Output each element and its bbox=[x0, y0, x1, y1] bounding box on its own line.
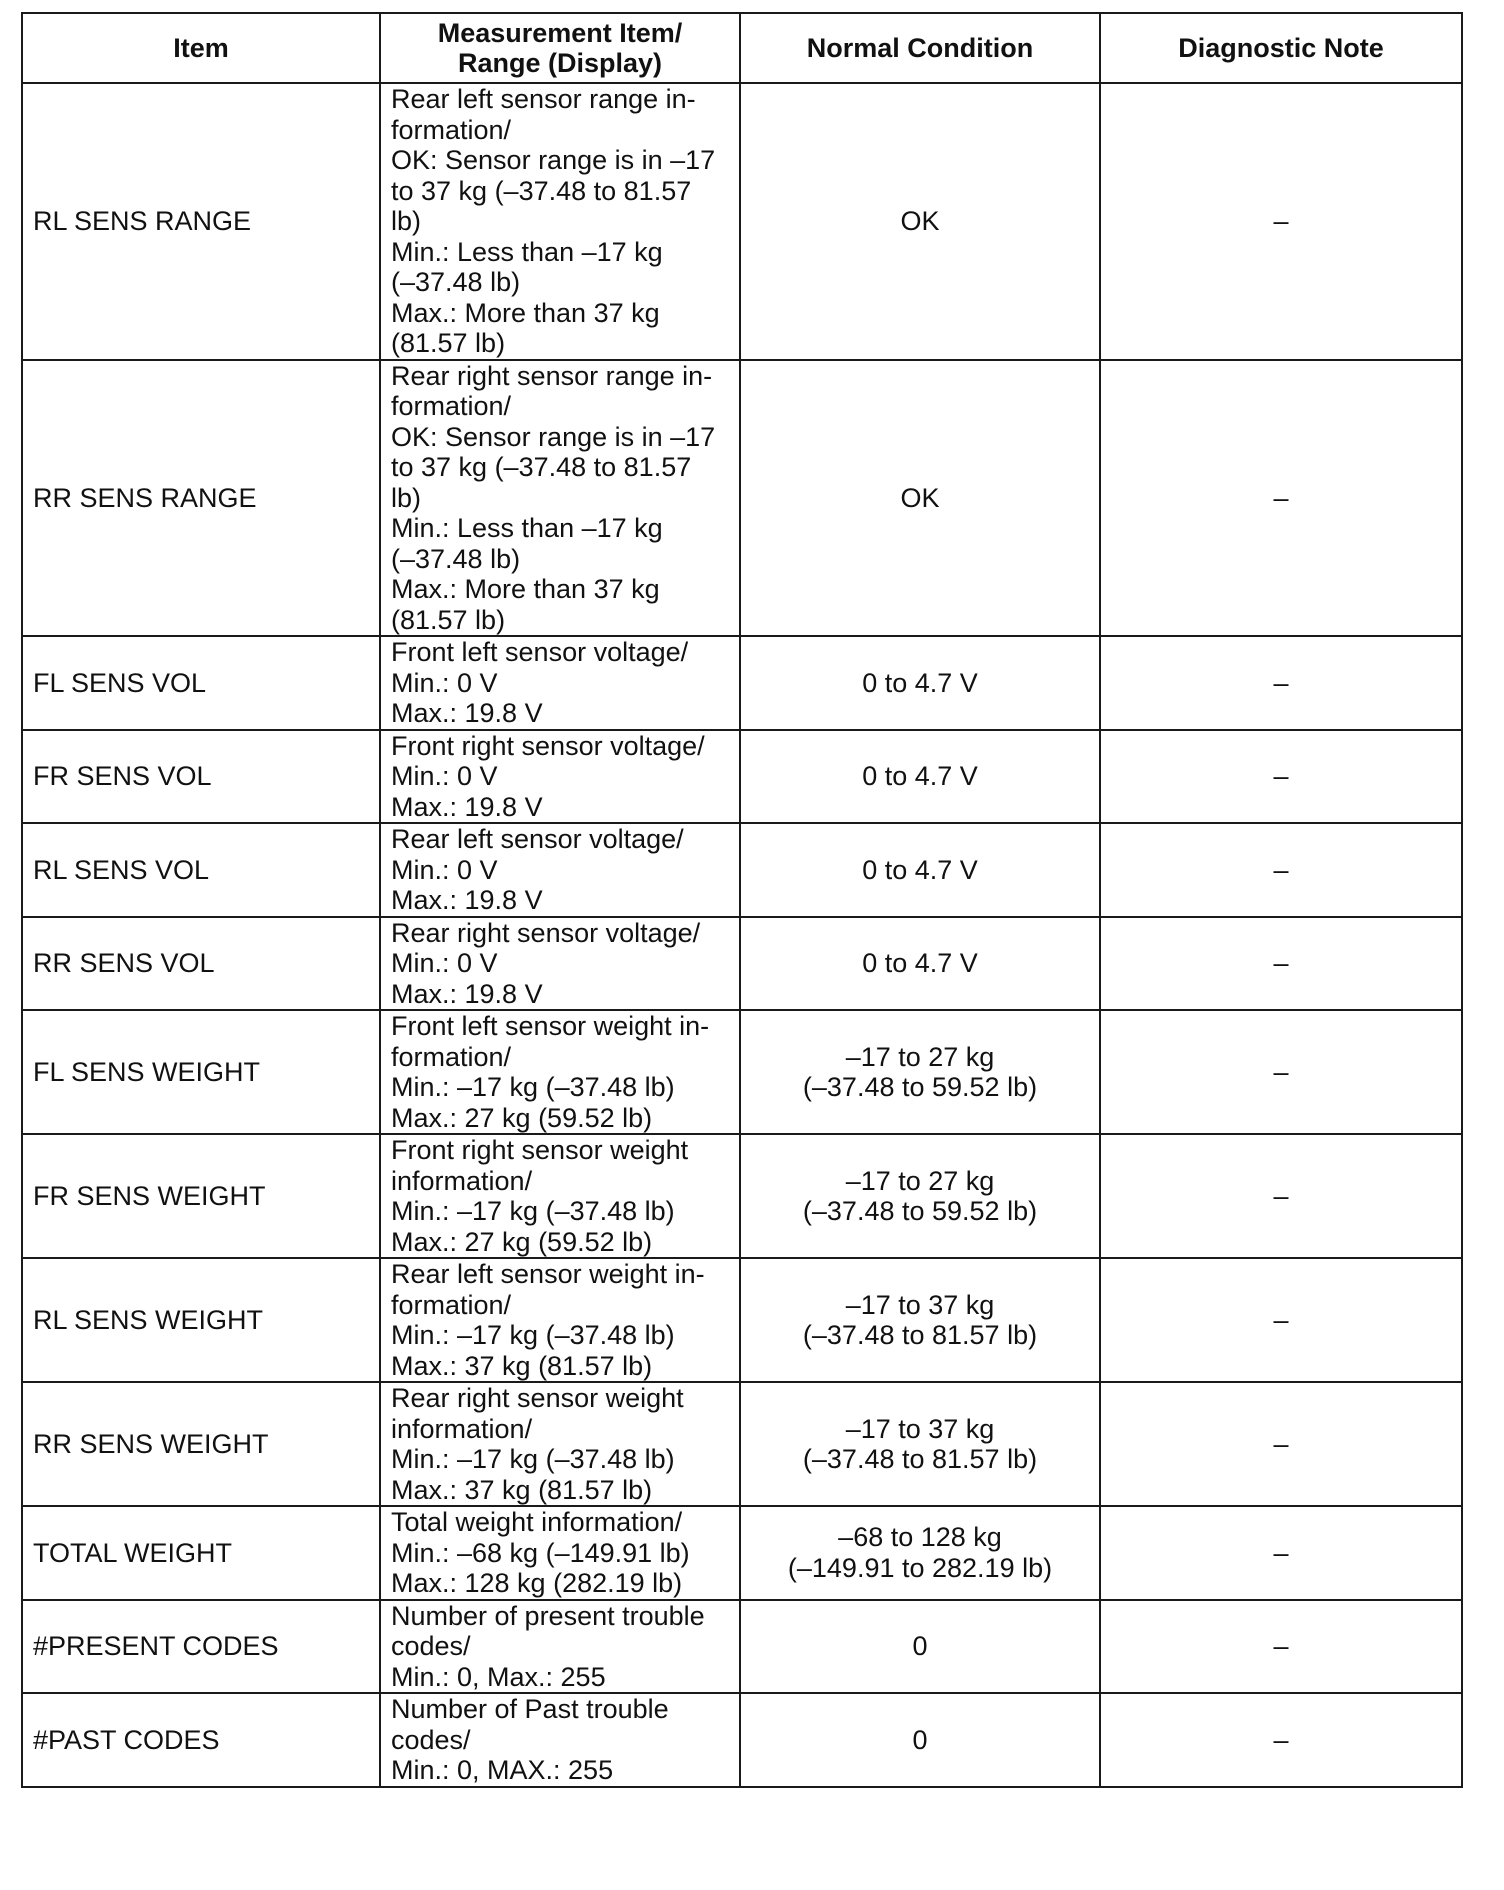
condition-cell bbox=[740, 1693, 1100, 1787]
range-line: Max.: 37 kg (81.57 lb) bbox=[391, 1474, 653, 1505]
item-cell: FL SENS WEIGHT bbox=[22, 1010, 380, 1134]
header-condition: Normal Condition bbox=[740, 13, 1100, 83]
range-line: (–37.48 lb) bbox=[391, 267, 521, 297]
range-line: information/ bbox=[391, 1413, 533, 1444]
range-cell bbox=[380, 1010, 740, 1134]
condition-line: –17 to 27 kg bbox=[845, 1041, 995, 1072]
condition-line: –17 to 37 kg bbox=[845, 1413, 995, 1444]
table-row bbox=[22, 1600, 1462, 1694]
range-line: Min.: 0 V bbox=[391, 948, 498, 978]
range-line: Max.: 19.8 V bbox=[391, 791, 543, 822]
range-line: Max.: 27 kg (59.52 lb) bbox=[391, 1226, 653, 1257]
header-range-line: Range (Display) bbox=[457, 48, 663, 78]
range-line: Max.: 19.8 V bbox=[391, 978, 543, 1009]
range-line: lb) bbox=[391, 206, 422, 236]
range-line: Min.: 0 V bbox=[391, 854, 498, 885]
range-line: Max.: 128 kg (282.19 lb) bbox=[391, 1568, 683, 1598]
header-range bbox=[380, 13, 740, 83]
table-row bbox=[22, 360, 1462, 637]
header-range-line: Measurement Item/ bbox=[437, 17, 683, 48]
item-cell: FR SENS WEIGHT bbox=[22, 1134, 380, 1258]
note-cell: – bbox=[1100, 636, 1462, 730]
condition-line: (–37.48 to 81.57 lb) bbox=[802, 1444, 1038, 1474]
table-row bbox=[22, 917, 1462, 1011]
condition-line: 0 to 4.7 V bbox=[862, 667, 978, 698]
table-row bbox=[22, 730, 1462, 824]
note-cell: – bbox=[1100, 730, 1462, 824]
item-cell: #PAST CODES bbox=[22, 1693, 380, 1787]
condition-cell bbox=[740, 917, 1100, 1011]
range-line: Min.: –17 kg (–37.48 lb) bbox=[391, 1444, 675, 1474]
table-row bbox=[22, 83, 1462, 360]
note-cell: – bbox=[1100, 1600, 1462, 1694]
range-line: Front right sensor voltage/ bbox=[391, 730, 705, 761]
range-line: lb) bbox=[391, 482, 422, 513]
range-line: Min.: Less than –17 kg bbox=[391, 236, 663, 267]
condition-line: (–37.48 to 59.52 lb) bbox=[802, 1072, 1038, 1102]
range-line: Min.: –17 kg (–37.48 lb) bbox=[391, 1072, 675, 1102]
note-cell: – bbox=[1100, 1258, 1462, 1382]
range-line: Number of Past trouble bbox=[391, 1694, 669, 1724]
condition-cell bbox=[740, 730, 1100, 824]
range-cell bbox=[380, 917, 740, 1011]
range-cell bbox=[380, 1134, 740, 1258]
item-cell: RR SENS RANGE bbox=[22, 360, 380, 637]
range-cell bbox=[380, 1506, 740, 1600]
range-line: codes/ bbox=[391, 1724, 471, 1755]
range-cell bbox=[380, 823, 740, 917]
range-line: Min.: 0, MAX.: 255 bbox=[391, 1755, 614, 1785]
range-line: formation/ bbox=[391, 1041, 512, 1072]
condition-line: –68 to 128 kg bbox=[838, 1522, 1002, 1553]
range-cell bbox=[380, 1382, 740, 1506]
range-line: Max.: 19.8 V bbox=[391, 698, 543, 728]
range-line: Min.: –17 kg (–37.48 lb) bbox=[391, 1320, 675, 1350]
note-cell: – bbox=[1100, 1506, 1462, 1600]
note-cell: – bbox=[1100, 823, 1462, 917]
table-row bbox=[22, 636, 1462, 730]
range-line: Min.: 0 V bbox=[391, 667, 498, 698]
table-row bbox=[22, 1506, 1462, 1600]
range-cell bbox=[380, 730, 740, 824]
range-line: Min.: 0, Max.: 255 bbox=[391, 1661, 606, 1692]
range-line: to 37 kg (–37.48 to 81.57 bbox=[391, 175, 692, 206]
condition-cell bbox=[740, 1382, 1100, 1506]
range-line: (–37.48 lb) bbox=[391, 543, 521, 574]
range-line: Min.: –68 kg (–149.91 lb) bbox=[391, 1537, 690, 1568]
note-cell: – bbox=[1100, 360, 1462, 637]
item-cell: #PRESENT CODES bbox=[22, 1600, 380, 1694]
item-cell: RL SENS WEIGHT bbox=[22, 1258, 380, 1382]
range-line: Rear left sensor weight in- bbox=[391, 1259, 705, 1289]
range-line: Rear right sensor weight bbox=[391, 1383, 684, 1413]
condition-line: OK bbox=[900, 482, 940, 513]
range-cell bbox=[380, 83, 740, 360]
table-row bbox=[22, 1382, 1462, 1506]
condition-line: (–149.91 to 282.19 lb) bbox=[787, 1552, 1053, 1583]
condition-cell bbox=[740, 823, 1100, 917]
range-cell bbox=[380, 636, 740, 730]
note-cell: – bbox=[1100, 1693, 1462, 1787]
range-line: formation/ bbox=[391, 1289, 512, 1320]
condition-line: 0 bbox=[912, 1724, 928, 1755]
condition-cell bbox=[740, 1010, 1100, 1134]
range-line: codes/ bbox=[391, 1631, 471, 1661]
range-line: Front right sensor weight bbox=[391, 1135, 689, 1165]
table-row bbox=[22, 823, 1462, 917]
range-line: formation/ bbox=[391, 391, 512, 421]
condition-line: 0 to 4.7 V bbox=[862, 761, 978, 791]
range-line: Min.: Less than –17 kg bbox=[391, 513, 663, 543]
note-cell: – bbox=[1100, 1134, 1462, 1258]
range-line: Number of present trouble bbox=[391, 1600, 705, 1631]
range-line: Rear left sensor voltage/ bbox=[391, 824, 684, 854]
range-line: Rear right sensor voltage/ bbox=[391, 917, 701, 948]
table-row bbox=[22, 1258, 1462, 1382]
note-cell: – bbox=[1100, 1382, 1462, 1506]
item-cell: TOTAL WEIGHT bbox=[22, 1506, 380, 1600]
range-line: Rear left sensor range in- bbox=[391, 84, 696, 114]
range-cell bbox=[380, 1693, 740, 1787]
item-cell: RL SENS RANGE bbox=[22, 83, 380, 360]
header-item: Item bbox=[22, 13, 380, 83]
range-line: (81.57 lb) bbox=[391, 604, 506, 635]
item-cell: FL SENS VOL bbox=[22, 636, 380, 730]
note-cell: – bbox=[1100, 83, 1462, 360]
table-body bbox=[22, 83, 1462, 1787]
condition-cell bbox=[740, 1600, 1100, 1694]
range-line: Min.: 0 V bbox=[391, 761, 498, 791]
condition-cell bbox=[740, 1506, 1100, 1600]
data-list-table bbox=[21, 12, 1463, 1788]
range-line: Total weight information/ bbox=[391, 1507, 683, 1537]
condition-line: (–37.48 to 59.52 lb) bbox=[802, 1196, 1038, 1226]
table-row bbox=[22, 1010, 1462, 1134]
range-line: Max.: 19.8 V bbox=[391, 885, 543, 915]
condition-cell bbox=[740, 1258, 1100, 1382]
header-row bbox=[22, 13, 1462, 83]
condition-line: –17 to 27 kg bbox=[845, 1165, 995, 1196]
range-line: (81.57 lb) bbox=[391, 328, 506, 358]
range-line: Max.: 27 kg (59.52 lb) bbox=[391, 1102, 653, 1133]
item-cell: FR SENS VOL bbox=[22, 730, 380, 824]
range-line: OK: Sensor range is in –17 bbox=[391, 145, 716, 175]
range-line: Front left sensor weight in- bbox=[391, 1011, 710, 1041]
range-line: Front left sensor voltage/ bbox=[391, 637, 689, 667]
table-row bbox=[22, 1693, 1462, 1787]
item-cell: RR SENS VOL bbox=[22, 917, 380, 1011]
range-line: Min.: –17 kg (–37.48 lb) bbox=[391, 1196, 675, 1226]
item-cell: RL SENS VOL bbox=[22, 823, 380, 917]
condition-line: (–37.48 to 81.57 lb) bbox=[802, 1320, 1038, 1350]
condition-cell bbox=[740, 636, 1100, 730]
range-line: information/ bbox=[391, 1165, 533, 1196]
range-line: OK: Sensor range is in –17 bbox=[391, 421, 716, 452]
note-cell: – bbox=[1100, 1010, 1462, 1134]
range-cell bbox=[380, 1258, 740, 1382]
condition-cell bbox=[740, 1134, 1100, 1258]
condition-cell bbox=[740, 360, 1100, 637]
note-cell: – bbox=[1100, 917, 1462, 1011]
condition-line: 0 to 4.7 V bbox=[862, 948, 978, 978]
condition-line: OK bbox=[900, 206, 940, 236]
range-line: to 37 kg (–37.48 to 81.57 bbox=[391, 452, 692, 482]
condition-line: 0 to 4.7 V bbox=[862, 854, 978, 885]
table-row bbox=[22, 1134, 1462, 1258]
condition-cell bbox=[740, 83, 1100, 360]
condition-line: –17 to 37 kg bbox=[845, 1289, 995, 1320]
range-cell bbox=[380, 1600, 740, 1694]
range-cell bbox=[380, 360, 740, 637]
condition-line: 0 bbox=[912, 1631, 928, 1661]
range-line: formation/ bbox=[391, 114, 512, 145]
header-note: Diagnostic Note bbox=[1100, 13, 1462, 83]
range-line: Max.: 37 kg (81.57 lb) bbox=[391, 1350, 653, 1381]
item-cell: RR SENS WEIGHT bbox=[22, 1382, 380, 1506]
range-line: Max.: More than 37 kg bbox=[391, 297, 660, 328]
range-line: Max.: More than 37 kg bbox=[391, 574, 660, 604]
range-line: Rear right sensor range in- bbox=[391, 360, 713, 391]
